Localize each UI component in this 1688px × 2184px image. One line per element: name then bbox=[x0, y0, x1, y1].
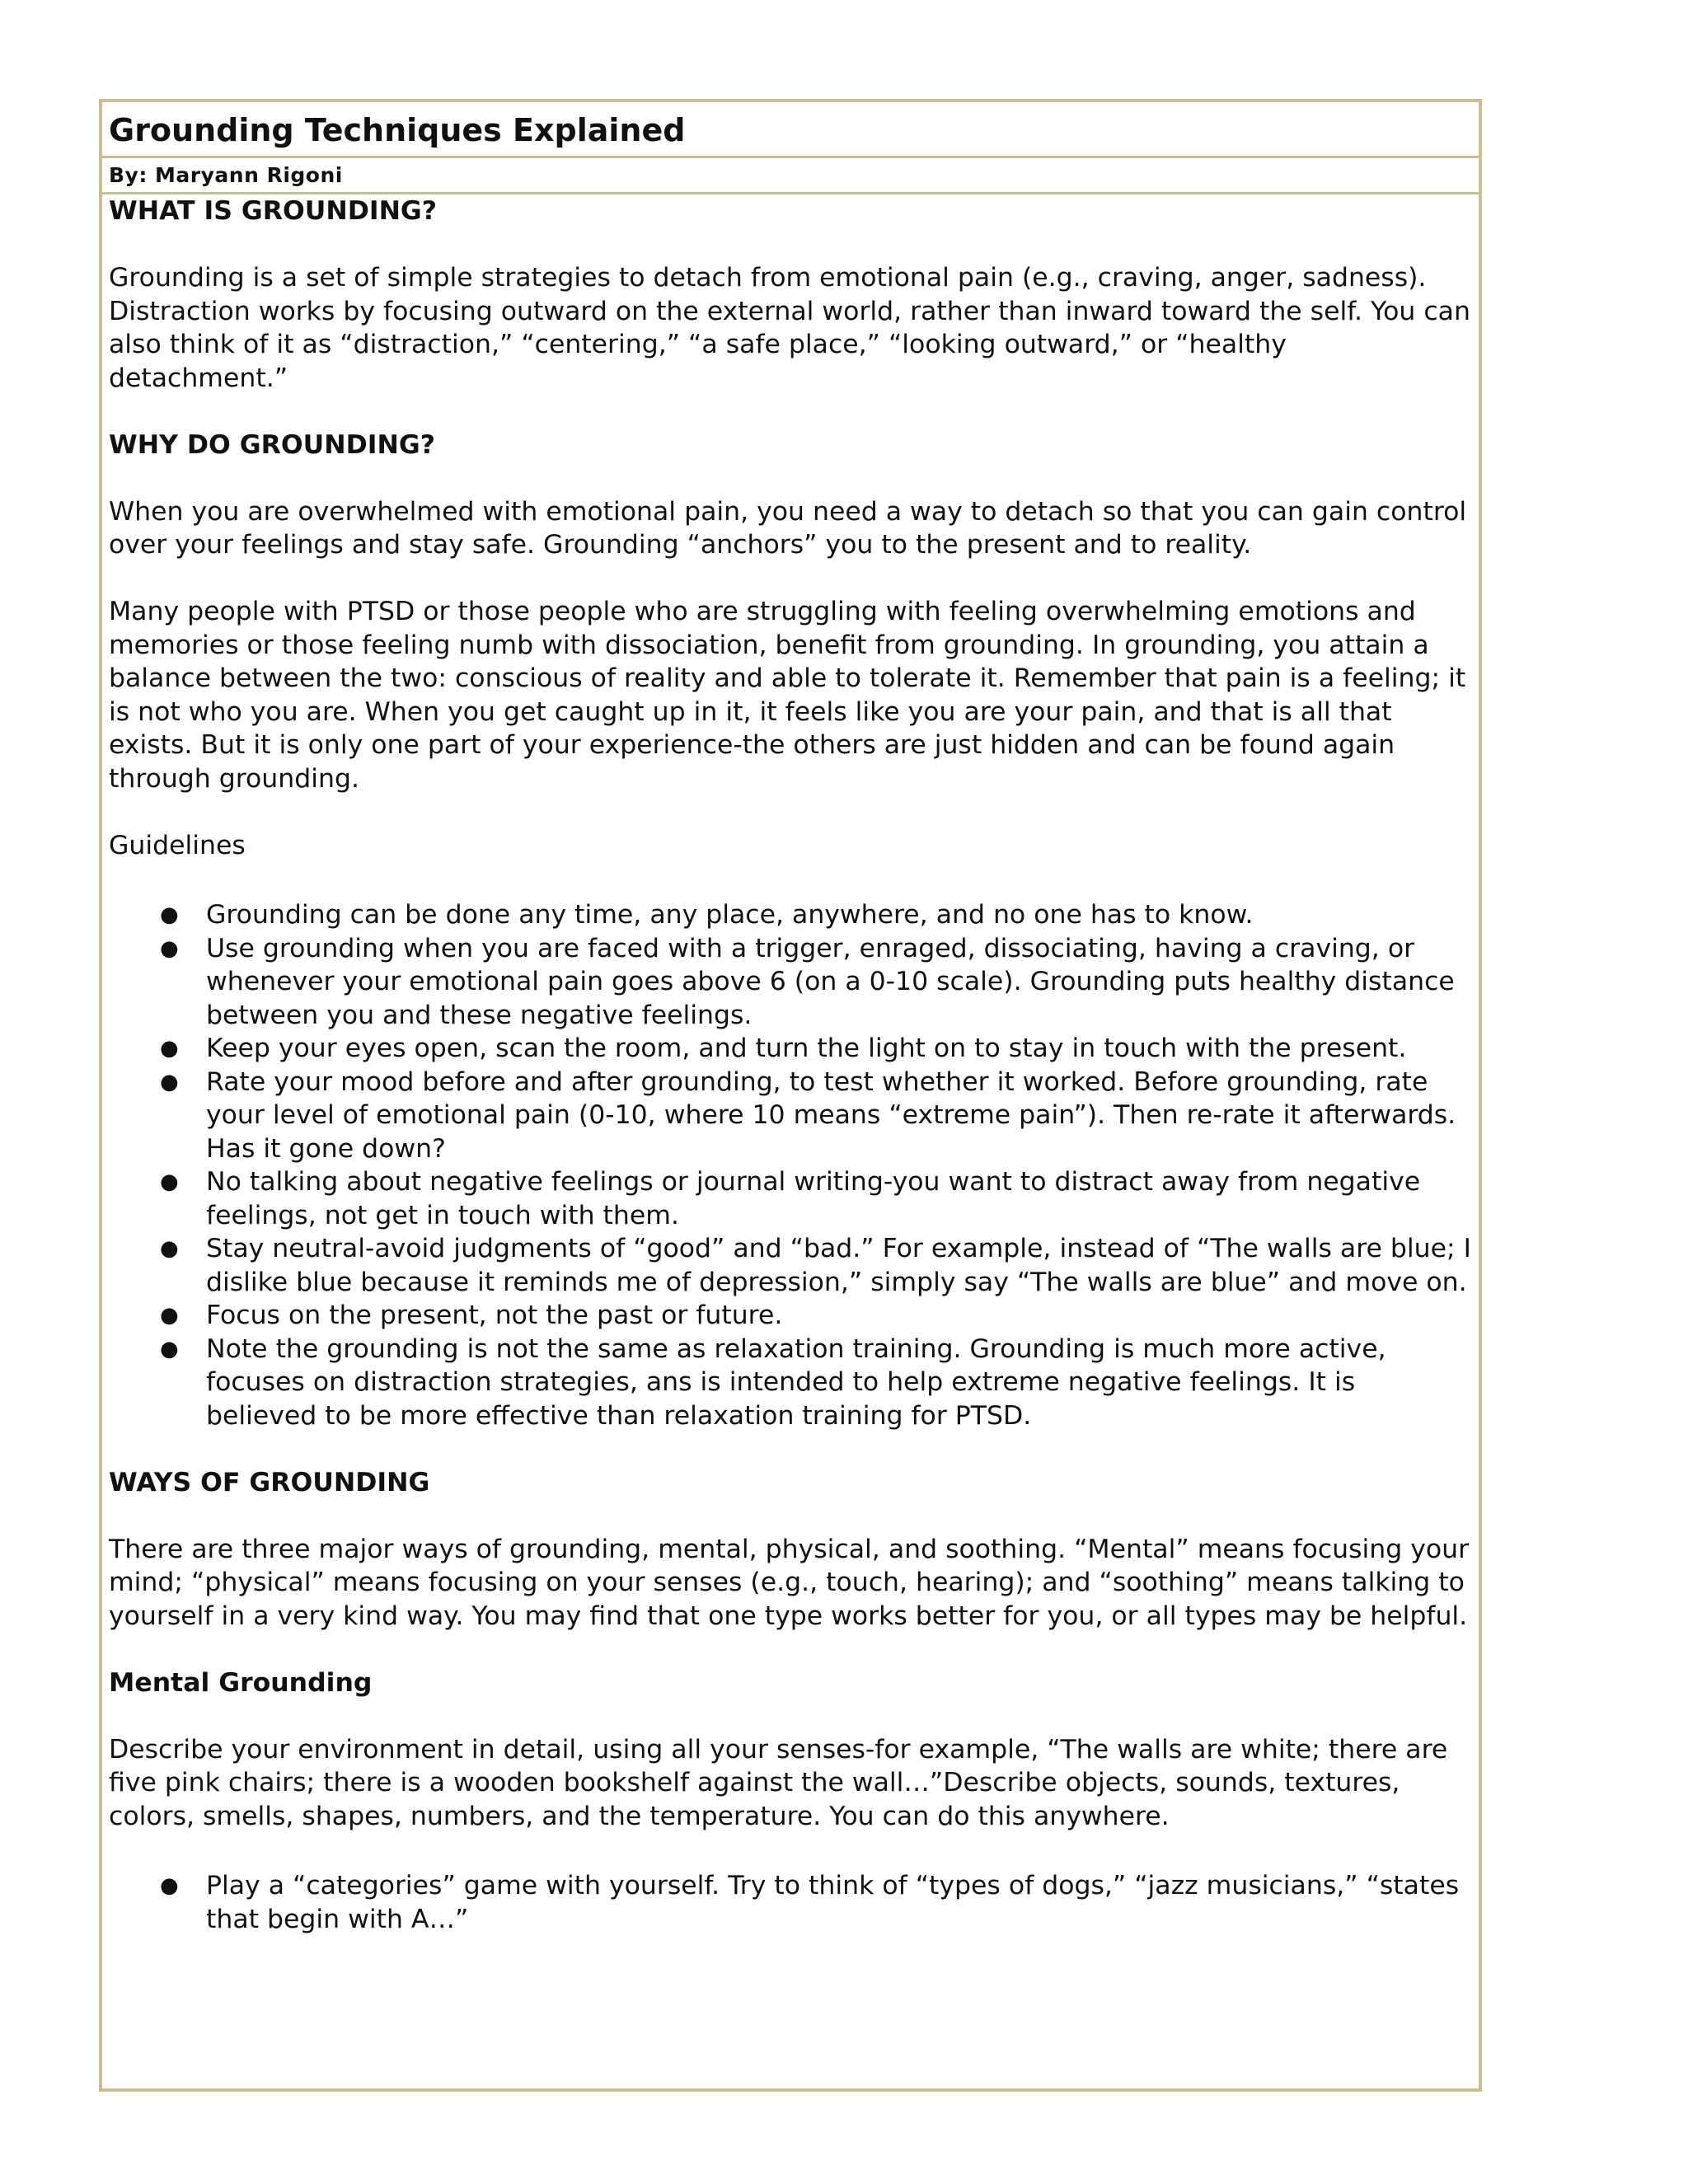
list-item: ● Rate your mood before and after grounding, to test whether it worked. Before grounding, rate your level of emotional pain (0-10, where 10 means “extreme pain”). Then re-rate it afterwards. Has it gone down? bbox=[160, 1066, 1456, 1164]
bullet-icon: ● bbox=[160, 1236, 179, 1261]
paragraph-why-2: Many people with PTSD or those people who are struggling with feeling overwhelming emotions and memories or those feeling numb with dissociation, benefit from grounding. In grounding, you attain a balance between the two: conscious of reality and able to tolerate it. Remember that pain is a feeling; it is not who you are. When you get caught up in it, it feels like you are your pain, and that is all that exists. But it is only one part of your experience-the others are just hidden and can be found again through grounding. bbox=[109, 597, 1466, 794]
list-item: ● Focus on the present, not the past or future. bbox=[109, 1299, 1472, 1333]
document-title: Grounding Techniques Explained bbox=[109, 112, 686, 148]
list-item: ● No talking about negative feelings or journal writing-you want to distract away from negative feelings, not get in touch with them. bbox=[160, 1167, 1421, 1230]
title-row bbox=[102, 102, 1479, 158]
mental-list bbox=[109, 1869, 1472, 1936]
bullet-icon: ● bbox=[160, 1036, 179, 1061]
section-heading-ways: WAYS OF GROUNDING bbox=[109, 1467, 430, 1497]
paragraph-ways: There are three major ways of grounding, mental, physical, and soothing. “Mental” means focusing your mind; “physical” means focusing on your senses (e.g., touch, hearing); and “soothing” means talking to yourself in a very kind way. You may find that one type works better for you, or all types may be helpful. bbox=[109, 1534, 1470, 1631]
bullet-icon: ● bbox=[160, 1336, 179, 1361]
document-frame bbox=[99, 99, 1482, 2092]
bullet-icon: ● bbox=[160, 1069, 179, 1094]
bullet-icon: ● bbox=[160, 1873, 179, 1898]
guidelines-list bbox=[109, 898, 1472, 1432]
document-author: By: Maryann Rigoni bbox=[109, 163, 343, 187]
bullet-icon: ● bbox=[160, 902, 179, 927]
section-heading-mental: Mental Grounding bbox=[109, 1667, 373, 1698]
document-body bbox=[102, 194, 1479, 1936]
bullet-icon: ● bbox=[160, 1303, 179, 1328]
list-item: ● Stay neutral-avoid judgments of “good” and “bad.” For example, instead of “The walls are blue; I dislike blue because it reminds me of depression,” simply say “The walls are blue” and move on. bbox=[160, 1234, 1471, 1297]
list-item: ● Play a “categories” game with yourself. Try to think of “types of dogs,” “jazz musicians,” “states that begin with A…” bbox=[160, 1871, 1460, 1934]
section-heading-what: WHAT IS GROUNDING? bbox=[109, 196, 438, 226]
paragraph-what: Grounding is a set of simple strategies to detach from emotional pain (e.g., craving, anger, sadness). Distraction works by focusing outward on the external world, rather than inward toward the self. You can also think of it as “distraction,” “centering,” “a safe place,” “looking outward,” or “healthy detachment.” bbox=[109, 263, 1470, 393]
bullet-icon: ● bbox=[160, 935, 179, 961]
list-item: ● Keep your eyes open, scan the room, and turn the light on to stay in touch with the present. bbox=[109, 1032, 1472, 1066]
list-item: ● Grounding can be done any time, any place, anywhere, and no one has to know. bbox=[109, 898, 1472, 932]
paragraph-why-1: When you are overwhelmed with emotional pain, you need a way to detach so that you can gain control over your feelings and stay safe. Grounding “anchors” you to the present and to reality. bbox=[109, 496, 1467, 560]
list-item: ● Note the grounding is not the same as relaxation training. Grounding is much more active, focuses on distraction strategies, ans is intended to help extreme negative feelings. It is believed to be more effective than relaxation training for PTSD. bbox=[160, 1333, 1386, 1431]
section-heading-why: WHY DO GROUNDING? bbox=[109, 429, 435, 460]
bullet-icon: ● bbox=[160, 1169, 179, 1194]
list-item: ● Use grounding when you are faced with a trigger, enraged, dissociating, having a craving, or whenever your emotional pain goes above 6 (on a 0-10 scale). Grounding puts healthy distance between you and these negative feelings. bbox=[160, 933, 1455, 1030]
author-row bbox=[102, 158, 1479, 194]
paragraph-mental: Describe your environment in detail, using all your senses-for example, “The walls are white; there are five pink chairs; there is a wooden bookshelf against the wall…”Describe objects, sounds, textures, colors, smells, shapes, numbers, and the temperature. You can do this anywhere. bbox=[109, 1734, 1448, 1831]
guidelines-label: Guidelines bbox=[109, 830, 246, 860]
